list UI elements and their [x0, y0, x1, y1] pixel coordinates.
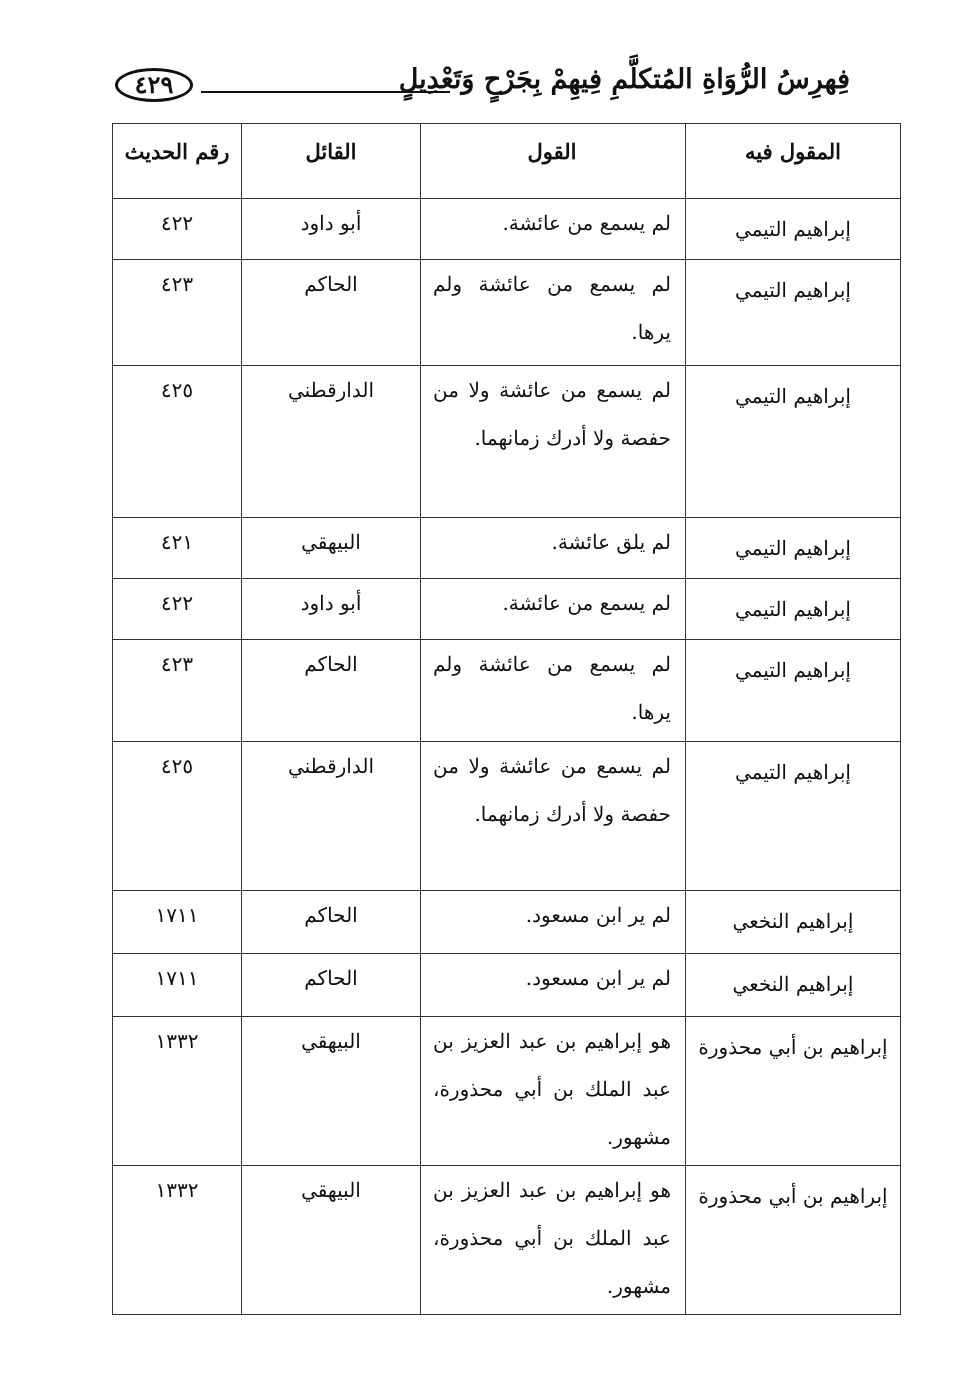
- speaker-cell: الحاكم: [242, 891, 421, 954]
- column-header-subject: المقول فيه: [686, 124, 901, 199]
- table-row: [113, 1017, 901, 1166]
- table-row: [113, 640, 901, 742]
- statement-cell: لم يسمع من عائشة.: [421, 579, 686, 640]
- speaker-cell: الحاكم: [242, 260, 421, 366]
- speaker-cell: البيهقي: [242, 1017, 421, 1166]
- page-number: ٤٢٩: [115, 68, 193, 102]
- statement-cell: هو إبراهيم بن عبد العزيز بن عبد الملك بن أبي محذورة، مشهور.: [421, 1166, 686, 1315]
- subject-cell: إبراهيم بن أبي محذورة: [686, 1017, 901, 1166]
- subject-cell: إبراهيم التيمي: [686, 366, 901, 518]
- table-row: [113, 366, 901, 518]
- table-row: [113, 891, 901, 954]
- hadith-number-cell: ٤٢١: [113, 518, 242, 579]
- table-row: [113, 742, 901, 891]
- subject-cell: إبراهيم التيمي: [686, 640, 901, 742]
- table-row: [113, 954, 901, 1017]
- table-header-row: [113, 124, 901, 199]
- subject-cell: إبراهيم التيمي: [686, 518, 901, 579]
- statement-cell: لم يسمع من عائشة ولم يرها.: [421, 640, 686, 742]
- statement-cell: لم يسمع من عائشة ولا من حفصة ولا أدرك زمانهما.: [421, 366, 686, 518]
- speaker-cell: الدارقطني: [242, 742, 421, 891]
- column-header-statement: القول: [421, 124, 686, 199]
- hadith-number-cell: ١٧١١: [113, 891, 242, 954]
- subject-cell: إبراهيم بن أبي محذورة: [686, 1166, 901, 1315]
- speaker-cell: أبو داود: [242, 579, 421, 640]
- hadith-number-cell: ٤٢٣: [113, 260, 242, 366]
- table-row: [113, 579, 901, 640]
- statement-cell: هو إبراهيم بن عبد العزيز بن عبد الملك بن أبي محذورة، مشهور.: [421, 1017, 686, 1166]
- hadith-number-cell: ١٣٣٢: [113, 1166, 242, 1315]
- subject-cell: إبراهيم التيمي: [686, 742, 901, 891]
- statement-cell: لم يسمع من عائشة.: [421, 199, 686, 260]
- speaker-cell: الحاكم: [242, 640, 421, 742]
- table-row: [113, 199, 901, 260]
- table-row: [113, 518, 901, 579]
- hadith-number-cell: ١٣٣٢: [113, 1017, 242, 1166]
- column-header-hadith-number: رقم الحديث: [113, 124, 242, 199]
- page-header: [115, 58, 850, 122]
- speaker-cell: البيهقي: [242, 1166, 421, 1315]
- speaker-cell: الحاكم: [242, 954, 421, 1017]
- hadith-number-cell: ٤٢٣: [113, 640, 242, 742]
- running-title: فِهرِسُ الرُّوَاةِ المُتكلَّمِ فِيهِمْ بِجَرْحٍ وَتَعْدِيلٍ: [398, 64, 850, 95]
- hadith-number-cell: ٤٢٢: [113, 579, 242, 640]
- header-rule: [201, 91, 450, 93]
- statement-cell: لم ير ابن مسعود.: [421, 891, 686, 954]
- subject-cell: إبراهيم النخعي: [686, 954, 901, 1017]
- statement-cell: لم يسمع من عائشة ولم يرها.: [421, 260, 686, 366]
- subject-cell: إبراهيم التيمي: [686, 260, 901, 366]
- hadith-number-cell: ٤٢٢: [113, 199, 242, 260]
- table-row: [113, 260, 901, 366]
- table-row: [113, 1166, 901, 1315]
- hadith-number-cell: ٤٢٥: [113, 742, 242, 891]
- subject-cell: إبراهيم النخعي: [686, 891, 901, 954]
- speaker-cell: الدارقطني: [242, 366, 421, 518]
- statement-cell: لم ير ابن مسعود.: [421, 954, 686, 1017]
- hadith-number-cell: ١٧١١: [113, 954, 242, 1017]
- subject-cell: إبراهيم التيمي: [686, 199, 901, 260]
- subject-cell: إبراهيم التيمي: [686, 579, 901, 640]
- column-header-speaker: القائل: [242, 124, 421, 199]
- hadith-number-cell: ٤٢٥: [113, 366, 242, 518]
- statement-cell: لم يسمع من عائشة ولا من حفصة ولا أدرك زمانهما.: [421, 742, 686, 891]
- speaker-cell: أبو داود: [242, 199, 421, 260]
- narrators-index-table: [112, 123, 901, 1315]
- speaker-cell: البيهقي: [242, 518, 421, 579]
- statement-cell: لم يلق عائشة.: [421, 518, 686, 579]
